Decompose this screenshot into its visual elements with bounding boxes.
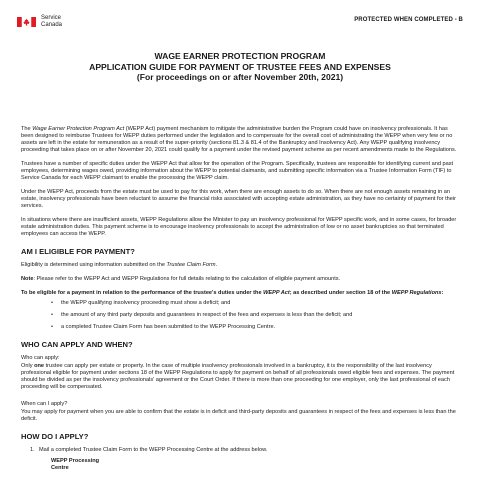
document-body <box>21 126 461 471</box>
eligible-heading: AM I ELIGIBLE FOR PAYMENT? <box>21 247 135 256</box>
eligible-list <box>21 300 461 331</box>
eligible-form-name: Trustee Claim Form <box>166 262 216 268</box>
step-text: Mail a completed Trustee Claim Form to the WEPP Processing Centre at the address below. <box>39 447 268 453</box>
address-line-2: Centre <box>51 464 69 471</box>
canada-flag-icon <box>17 17 36 27</box>
list-item <box>51 300 461 307</box>
who-a1-post: trustee can apply per estate or property. In the case of multiple insolvency professionals involved in a bankruptcy, it is the responsibility of the last insolvency professional eligible for payment under sections 18 of the WEPP Regulations to apply for payment on behalf of all professionals owed eligible fees and expenses. The payment should be divided as per the insolvency professionals' agreement or the Court Order. If there is more than one proceeding for one employer, only the last professional of each proceeding will be compensated. <box>21 363 455 390</box>
eligible-note <box>21 276 461 283</box>
header <box>0 0 480 40</box>
list-item <box>51 324 461 331</box>
title-block <box>0 51 480 83</box>
who-heading: WHO CAN APPLY AND WHEN? <box>21 340 133 349</box>
dept-line-2: Canada <box>41 22 63 28</box>
cond-act: WEPP Act <box>263 290 290 296</box>
cond-regulations: WEPP Regulations <box>391 290 442 296</box>
list-item-text: the amount of any third party deposits and guarantees in respect of the fees and expenses is less than the deficit; and <box>61 312 353 318</box>
cond-post: : <box>441 290 444 296</box>
eligible-p1-post: . <box>215 262 218 268</box>
cond-pre: To be eligible for a payment in relation to the performance of the trustee's duties under the <box>21 290 264 296</box>
how-heading: HOW DO I APPLY? <box>21 432 89 441</box>
list-item <box>51 312 461 319</box>
step-item <box>30 447 461 454</box>
eligible-conditions <box>21 290 461 297</box>
intro-p1-pre: The <box>21 126 33 132</box>
list-item-text: the WEPP qualifying insolvency proceeding must show a deficit; and <box>61 300 231 306</box>
title-line-1: WAGE EARNER PROTECTION PROGRAM <box>154 51 326 61</box>
note-label: Note <box>21 276 34 282</box>
title-line-2: APPLICATION GUIDE FOR PAYMENT OF TRUSTEE FEES AND EXPENSES <box>89 61 391 72</box>
eligible-paragraph <box>21 262 461 269</box>
eligible-p1-pre: Eligibility is determined using information submitted on the <box>21 262 167 268</box>
list-item-text: a completed Trustee Claim Form has been submitted to the WEPP Processing Centre. <box>61 324 276 330</box>
how-steps <box>21 447 461 454</box>
who-a1-pre: Only <box>21 363 35 369</box>
who-answer-2: You may apply for payment when you are able to confirm that the estate is in deficit and third-party deposits and guarantees in respect of the fees and expenses is less than the deficit. <box>21 409 456 422</box>
who-answer-1 <box>21 363 461 391</box>
note-text: : Please refer to the WEPP Act and WEPP Regulations for full details relating to the calculation of eligible payment amounts. <box>33 276 341 282</box>
intro-paragraph-2: Trustees have a number of specific duties under the WEPP Act that allow for the operation of the Program. Specifically, trustees are responsible for identifying current and past employees, determining wages owed, providing information about the WEPP to potential claimants, and submitting specific information via a Trustee Information Form (TIF) to Service Canada for each WEPP claimant to enable the processing the WEPP claim. <box>21 161 454 181</box>
intro-paragraph-3: Under the WEPP Act, proceeds from the estate must be used to pay for this work, when there are enough assets to do so. When there are not enough assets remaining in an estate, insolvency professionals have been reluctant to assume the financial risks associated with accepting estate administration, as they have no certainty of payment for their services. <box>21 189 456 209</box>
who-question-2: When can I apply? <box>21 401 68 407</box>
mailing-address <box>21 458 461 471</box>
cond-mid: ; as described under section 18 of the <box>289 290 392 296</box>
address-line-1: WEPP Processing <box>51 458 100 464</box>
step-number: 1. <box>30 447 35 453</box>
protected-label: PROTECTED WHEN COMPLETED - B <box>354 17 463 23</box>
title-line-3: (For proceedings on or after November 20th, 2021) <box>136 72 344 82</box>
who-a1-emphasis: one <box>34 363 45 369</box>
intro-p1-act-name: Wage Earner Protection Program Act <box>32 126 125 132</box>
department-name <box>41 15 62 29</box>
intro-paragraph-4: In situations where there are insufficient assets, WEPP Regulations allow the Minister to pay an insolvency professional for WEPP specific work, and in some cases, for broader estate administration duties. This payment scheme is to encourage insolvency professionals to accept the administration of low or no asset bankruptcies so that terminated employees can access the WEPP. <box>21 217 457 237</box>
intro-paragraph-1 <box>21 126 461 154</box>
intro-p1-post: (WEPP Act) payment mechanism to mitigate the administrative burden the Program could have on insolvency professionals. It has been designed to reimburse Trustees for WEPP duties performed under the legislation and to compensate for the overall cost of administrating the WEPP when very few or no assets are left in the estate for remuneration as a result of the super-priority (sections 81.3 & 81.4 of the Bankruptcy and Insolvency Act). Any WEPP qualifying insolvency proceeding that takes place on or after November 20, 2021 could qualify for a payment under the revised payment scheme as per recent amendments made to the Regulations. <box>21 126 457 153</box>
dept-line-1: Service <box>41 15 62 21</box>
bullet-icon: • <box>51 324 53 330</box>
bullet-icon: • <box>51 300 53 306</box>
who-question-1: Who can apply: <box>21 355 60 361</box>
bullet-icon: • <box>51 312 53 318</box>
